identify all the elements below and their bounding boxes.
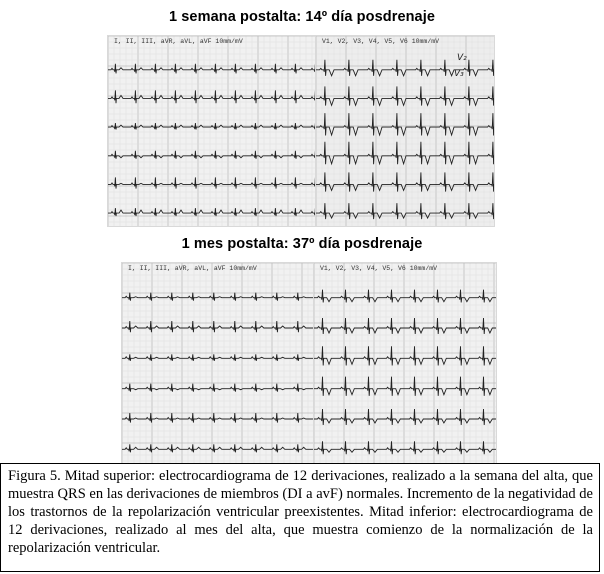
figure-caption-box: [0, 463, 600, 572]
ecg-trace-limb-week1: [108, 36, 316, 226]
figure-caption: Figura 5. Mitad superior: electrocardiograma de 12 derivaciones, realizado a la semana del alta, que muestra QRS en las derivaciones de miembros (DI a avF) normales. Incremento de la negatividad de los trastornos de la repolarización ventricular preexistentes. Mitad inferior: electrocardiograma de 12 derivaciones, realizado al mes del alta, que muestra comienzo de la normalización de la repolarización ventricular.: [8, 468, 593, 556]
top-section-title: 1 semana postalta: 14º día posdrenaje: [168, 9, 436, 25]
ecg-panel-limb-leads-week1: [107, 35, 317, 227]
ecg-panel-header: I, II, III, aVR, aVL, aVF 10mm/mV: [128, 265, 257, 272]
bottom-section-title: 1 mes postalta: 37º día posdrenaje: [181, 236, 423, 252]
ecg-trace-precordial-week1: [316, 36, 494, 226]
handwritten-note: V₂: [457, 53, 467, 63]
ecg-trace-limb-month1: [122, 263, 314, 463]
ecg-trace-precordial-month1: [314, 263, 496, 463]
ecg-panel-precordial-leads-month1: [313, 262, 497, 464]
handwritten-note: V₃: [454, 69, 464, 79]
ecg-panel-precordial-leads-week1: [315, 35, 495, 227]
ecg-panel-limb-leads-month1: [121, 262, 315, 464]
ecg-panel-header: V1, V2, V3, V4, V5, V6 10mm/mV: [320, 265, 438, 272]
ecg-panel-header: V1, V2, V3, V4, V5, V6 10mm/mV: [322, 38, 440, 45]
ecg-panel-header: I, II, III, aVR, aVL, aVF 10mm/mV: [114, 38, 243, 45]
